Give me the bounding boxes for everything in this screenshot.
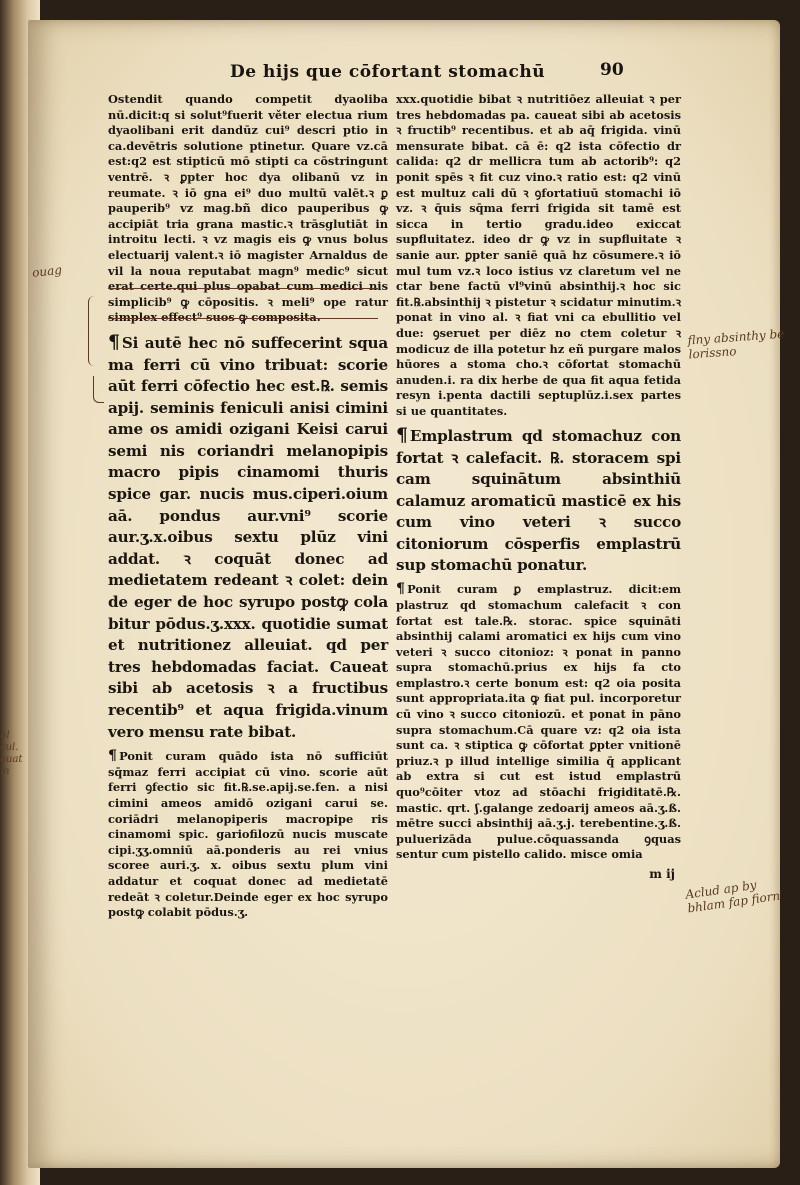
left-paragraph-3 [108,749,388,921]
right-column [396,92,681,881]
marginal-note: Aclud ap by bhlam fap fiorn [684,877,781,916]
left-paragraph-2-text: Si autē hec nō suffecerint squa ma ferri cū vino tribuat: scorie aūt ferri cōfectio hec est.℞. semis apij. seminis feniculi anisi cimini ame os amidi ozigani Keisi carui semi nis coriandri melanopipis macro pipis cinamomi thuris spice gar. nucis mus.ciperi.oium aā. pondus aur.vni⁹ scorie aur.ʒ.x.oibus sextu plūz vini addat. ꝛ coquāt donec ad medietatem redeant ꝛ colet: dein de eger de hoc syrupo postꝙ cola bitur pōdus.ʒ.xxx. quotidie sumat et nutritionez alleuiat. qd per tres hebdomadas faciat. Caueat sibi ab acetosis ꝛ a fructibus recentib⁹ et aqua frigida.vinum vero mensu rate bibat. [108,333,388,741]
manuscript-underline [108,318,378,319]
right-paragraph-2 [396,425,681,576]
left-paragraph-1 [108,92,388,326]
right-paragraph-3-text: Ponit curam ꝑ emplastruz. dicit:em plastruz qd stomachum calefacit ꝛ con fortat est tale.℞. storac. spice squināti absinthij calami aromatici ex hijs cum vino veteri ꝛ succo citonioz: ꝛ ponat in panno supra stomachū.prius ex hijs fa cto emplastro.ꝛ certe bonum est: q2 oia posita sunt appropriata.ita ꝙ fiat pul. incorporetur cū vino ꝛ succo citoniozū. et ponat in pāno supra stomachum.Cā quare vz: q2 oia ista sunt ca. ꝛ stiptica ꝙ cōfortat ꝑpter vnitionē priuz.ꝛ p illud intellige similia q̄ applicant ab extra si cut est istud emplastrū quo⁹cōiter vtoz ad stōachi frigiditatē.℞. mastic. qrt. ʃ.galange zedoarij ameos aā.ʒ.ß. mētre succi absinthij aā.ʒ.j. terebentine.ʒ.ß. puluerizāda pulue.cōquassanda ꝯquas sentur cum pistello calido. misce omia [396,582,681,862]
marginal-bracket [93,376,104,403]
left-paragraph-1-text: Ostendit quando competit dyaoliba nū.dicit:q si solut⁹fuerit věter electua rium dyaolibani erit dandūz cui⁹ descri ptio in ca.devētris solutione ptinetur. Quare vz.cā est:q2 est stipticū mō stipti ca cōstringunt ventrē. ꝛ ꝑpter hoc dya olibanū vz in reumate. ꝛ iō gna ei⁹ duo multū valēt.ꝛ ꝑ pauperib⁹ vz mag.bñ dico pauperibus ꝙ accipiāt tria grana mastic.ꝛ trāsglutiāt in introitu lecti. ꝛ vz magis eis ꝙ vnus bolus electuarij valent.ꝛ iō magister Arnaldus de vil la noua reputabat magn⁹ medic⁹ sicut erat certe.qui plus opabat cum medici nis simplicib⁹ ꝙ cōpositis. ꝛ meli⁹ ope ratur simplex effect⁹ suos ꝙ composita. [108,92,388,325]
marginal-bracket [88,296,99,366]
right-paragraph-1 [396,92,681,419]
left-paragraph-2 [108,332,388,743]
manuscript-underline [108,288,378,289]
right-paragraph-1-text: xxx.quotidie bibat ꝛ nutritiōez alleuiat ꝛ per tres hebdomadas pa. caueat sibi ab acetosis ꝛ fructib⁹ recentibus. et ab aq̄ frigida. vinū mensurate bibat. cā ē: q2 ista cōfectio dr calida: q2 dr mellicra tum ab actorib⁹: q2 ponit spēs ꝛ fit cuz vino.ꝛ ratio est: q2 vinū est multuz cali dū ꝛ ꝯfortatiuū stomachi iō vz. ꝛ q̄uis sq̄ma ferri frigida sit tamē est sicca in tertio gradu.ideo exiccat supfluitatez. ideo dr ꝙ vz in supfluitate ꝛ sanie aur. ꝑpter saniē quā hz cōsumere.ꝛ iō mul tum vz.ꝛ loco istius vz claretum vel ne ctar bene factū vl⁹vinū absinthij.ꝛ hoc sic fit.℞.absinthij ꝛ pistetur ꝛ scidatur minutim.ꝛ ponat in vino al. ꝛ fiat vni ca ebullitio vel due: ꝯseruet per diēz no ctem coletur ꝛ modicuz de illa potetur hz eñ purgare malos hūores a stoma cho.ꝛ cōfortat stomachū anuden.i. ra dix herbe de qua fit aqua fetida resyn i.penta dactili septuplūz.i.sex partes si ue quantitates. [396,92,681,418]
pilcrow-icon: ¶ [108,330,120,353]
marginal-note: flny absinthy be lorissno [687,326,785,362]
right-paragraph-2-text: Emplastrum qd stomachuz con fortat ꝛ calefacit. ℞. storacem spi cam squinātum absinthiū calamuz aromaticū masticē ex his cum vino veteri ꝛ succo citoniorum cōsperfis emplastrū sup stomachū ponatur. [396,427,681,574]
marginal-note: ouag [31,262,63,280]
pilcrow-icon: ¶ [108,748,118,765]
running-head: De hijs que cōfortant stomachū [230,62,546,82]
pilcrow-icon: ¶ [396,581,406,598]
right-paragraph-3 [396,582,681,863]
marginal-note: ul cul. ouat m [0,730,23,777]
left-column [108,92,388,927]
signature-mark: m ij [649,867,675,881]
folio-number: 90 [600,60,624,80]
left-paragraph-3-text: Ponit curam quādo ista nō sufficiūt sq̄maz ferri accipiat cū vino. scorie aūt ferri ꝯfectio sic fit.℞.se.apij.se.fen. a nisi cimini ameos amidō ozigani carui se. coriādri melanopiperis macropipe ris cinamomi spic. gariofilozū nucis muscate cipi.ʒʒ.omniū aā.ponderis au rei vnius scoree auri.ʒ. x. oibus sextu plum vini addatur et coquat donec ad medietatē redeāt ꝛ coletur.Deinde eger ex hoc syrupo postꝙ colabit pōdus.ʒ. [108,749,388,920]
pilcrow-icon: ¶ [396,424,408,447]
